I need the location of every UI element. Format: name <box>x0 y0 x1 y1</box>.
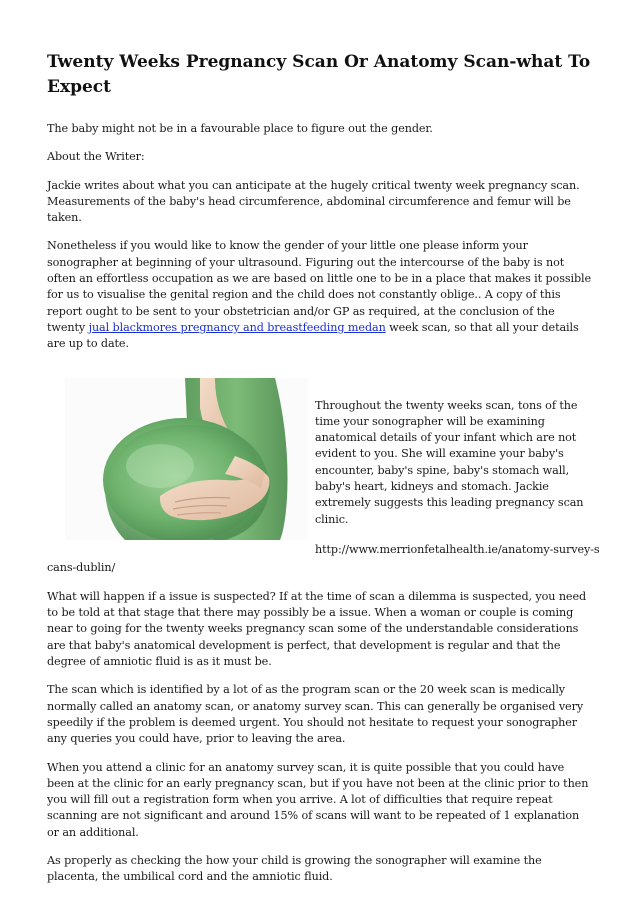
clinic-url-start: http://www.merrionfetalhealth.ie/anatomy-survey-s <box>315 542 600 556</box>
blackmores-link[interactable]: jual blackmores pregnancy and breastfeeding medan <box>88 320 386 334</box>
side-paragraph: Throughout the twenty weeks scan, tons of the time your sonographer will be examining anatomical details of your infant which are not evident to you. She will examine your baby's encounter, baby's spine, baby's stomach wall, baby's heart, kidneys and stomach. Jackie extremely suggests this leading pregnancy scan clinic. <box>315 398 584 526</box>
pregnant-woman-photo <box>65 378 308 540</box>
article <box>47 50 600 886</box>
placenta-paragraph: As properly as checking the how your child is growing the sonographer will examine the placenta, the umbilical cord and the amniotic fluid. <box>47 854 542 884</box>
intro-paragraph: The baby might not be in a favourable place to figure out the gender. <box>47 122 433 135</box>
pregnant-belly-illustration <box>65 378 308 540</box>
clinic-paragraph: When you attend a clinic for an anatomy survey scan, it is quite possible that you could have been at the clinic for an early pregnancy scan, but if you have not been at the clinic prior to then you will fill out a registration form when you arrive. A lot of difficulties that require repeat scanning are not significant and around 15% of scans will want to be repeated of 1 explanation or an additional. <box>47 760 589 839</box>
gender-text-end: week scan, so that all your details are up to date. <box>47 320 579 351</box>
clinic-url-end: cans-dublin/ <box>47 560 116 574</box>
gender-text: Nonetheless if you would like to know the gender of your little one please inform your sonographer at beginning of your ultrasound. Figuring out the intercourse of the baby is not often an effortless occupation as we are based on little one to be in a place that makes it possible for us to visualise the genital region and the child does not constantly oblige.. A copy of this report ought to be sent to your obstetrician and/or GP as required, at the conclusion of the twenty <box>47 239 592 334</box>
figure-block <box>47 378 600 560</box>
issue-paragraph: What will happen if a issue is suspected? If at the time of scan a dilemma is suspected, you need to be told at that stage that there may possibly be a issue. When a woman or couple is coming near to going for the twenty weeks pregnancy scan some of the understandable considerations are that baby's anatomical development is perfect, that development is regular and that the degree of amniotic fluid is as it must be. <box>47 589 587 669</box>
program-scan-paragraph: The scan which is identified by a lot of as the program scan or the 20 week scan is medically normally called an anatomy scan, or anatomy survey scan. This can generally be organised very speedily if the problem is deemed urgent. You should not hesitate to request your sonographer any queries you could have, prior to leaving the area. <box>47 683 584 746</box>
about-heading: About the Writer: <box>47 150 145 164</box>
about-paragraph: Jackie writes about what you can anticipate at the hugely critical twenty week pregnancy scan. Measurements of the baby's head circumference, abdominal circumference and femur will be taken. <box>47 178 580 225</box>
gender-paragraph <box>47 238 593 352</box>
page-title: Twenty Weeks Pregnancy Scan Or Anatomy Scan-what To Expect <box>47 52 591 97</box>
